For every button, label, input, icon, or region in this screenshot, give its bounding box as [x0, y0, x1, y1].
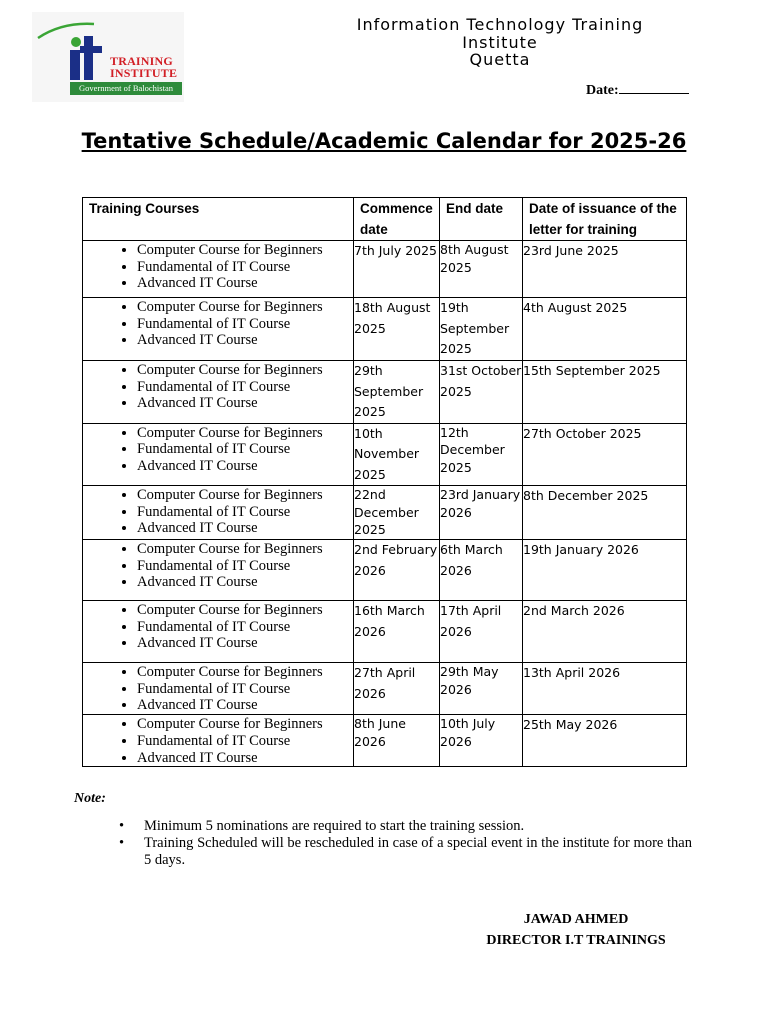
logo-text-institute: INSTITUTE [110, 66, 178, 80]
date-label: Date: [586, 83, 619, 98]
logo-text-training: TRAINING [110, 54, 173, 68]
bullet-icon: • [119, 835, 125, 851]
commence-date-cell: 8th June 2026 [354, 715, 440, 767]
institute-line-1: Information Technology Training [356, 15, 644, 34]
course-item: • Advanced IT Course [137, 458, 353, 475]
course-item: • Computer Course for Beginners [137, 362, 353, 379]
signatory-title: DIRECTOR I.T TRAININGS [486, 933, 666, 948]
commence-date-cell: 29th September 2025 [354, 361, 440, 424]
course-item: • Advanced IT Course [137, 635, 353, 652]
table-row [83, 241, 687, 298]
table-row [83, 540, 687, 601]
table-row [83, 663, 687, 715]
courses-cell [83, 540, 354, 601]
note-text: Training Scheduled will be rescheduled in case of a special event in the institute for more than 5 days. [144, 835, 692, 868]
end-date-cell: 31st October 2025 [440, 361, 523, 424]
course-item: • Fundamental of IT Course [137, 619, 353, 636]
courses-cell [83, 241, 354, 298]
course-item: • Advanced IT Course [137, 750, 353, 767]
header-commence-date: Commence date [354, 198, 440, 241]
end-date-cell: 6th March 2026 [440, 540, 523, 601]
course-item: • Advanced IT Course [137, 275, 353, 292]
issuance-date-cell: 13th April 2026 [523, 663, 687, 715]
issuance-date-cell: 23rd June 2025 [523, 241, 687, 298]
note-item [119, 835, 692, 869]
issuance-date-cell: 27th October 2025 [523, 423, 687, 486]
course-item: • Advanced IT Course [137, 697, 353, 714]
end-date-cell: 23rd January 2026 [440, 486, 523, 540]
end-date-cell: 29th May 2026 [440, 663, 523, 715]
course-item: • Computer Course for Beginners [137, 425, 353, 442]
page-title: Tentative Schedule/Academic Calendar for 2025-26 [81, 129, 687, 153]
issuance-date-cell: 25th May 2026 [523, 715, 687, 767]
course-item: • Computer Course for Beginners [137, 242, 353, 259]
course-item: • Fundamental of IT Course [137, 441, 353, 458]
issuance-date-cell: 2nd March 2026 [523, 601, 687, 663]
end-date-cell: 8th August 2025 [440, 241, 523, 298]
table-row [83, 715, 687, 767]
course-item: • Computer Course for Beginners [137, 664, 353, 681]
commence-date-cell: 27th April 2026 [354, 663, 440, 715]
schedule-table [82, 197, 687, 767]
logo-band-government: Government of Balochistan [70, 82, 182, 95]
course-item: • Advanced IT Course [137, 395, 353, 412]
table-row [83, 486, 687, 540]
commence-date-cell: 16th March 2026 [354, 601, 440, 663]
date-blank-line [619, 80, 689, 94]
commence-date-cell: 22nd December 2025 [354, 486, 440, 540]
header-training-courses: Training Courses [83, 198, 354, 241]
course-item: • Fundamental of IT Course [137, 379, 353, 396]
issuance-date-cell: 8th December 2025 [523, 486, 687, 540]
table-row [83, 361, 687, 424]
course-item: • Computer Course for Beginners [137, 716, 353, 733]
course-item: • Fundamental of IT Course [137, 681, 353, 698]
courses-cell [83, 298, 354, 361]
course-item: • Computer Course for Beginners [137, 602, 353, 619]
issuance-date-cell: 19th January 2026 [523, 540, 687, 601]
commence-date-cell: 18th August 2025 [354, 298, 440, 361]
end-date-cell: 10th July 2026 [440, 715, 523, 767]
course-item: • Fundamental of IT Course [137, 558, 353, 575]
course-item: • Fundamental of IT Course [137, 316, 353, 333]
institute-logo [32, 12, 184, 102]
course-item: • Advanced IT Course [137, 574, 353, 591]
courses-cell [83, 361, 354, 424]
courses-cell [83, 423, 354, 486]
institute-line-3: Quetta [469, 50, 531, 69]
course-item: • Computer Course for Beginners [137, 541, 353, 558]
course-item: • Computer Course for Beginners [137, 299, 353, 316]
header-end-date: End date [440, 198, 523, 241]
signatory-name: JAWAD AHMED [523, 912, 629, 927]
date-field [586, 80, 689, 99]
course-item: • Advanced IT Course [137, 332, 353, 349]
note-label: Note: [74, 791, 106, 806]
table-row [83, 298, 687, 361]
course-item: • Fundamental of IT Course [137, 733, 353, 750]
end-date-cell: 17th April 2026 [440, 601, 523, 663]
table-row [83, 423, 687, 486]
courses-cell [83, 663, 354, 715]
course-item: • Fundamental of IT Course [137, 259, 353, 276]
courses-cell [83, 486, 354, 540]
header-issuance-date: Date of issuance of the letter for training [523, 198, 687, 241]
bullet-icon: • [119, 818, 125, 834]
table-row [83, 601, 687, 663]
course-item: • Computer Course for Beginners [137, 487, 353, 504]
institute-name [300, 16, 700, 69]
courses-cell [83, 601, 354, 663]
commence-date-cell: 7th July 2025 [354, 241, 440, 298]
note-list [119, 818, 692, 869]
commence-date-cell: 2nd February 2026 [354, 540, 440, 601]
commence-date-cell: 10th November 2025 [354, 423, 440, 486]
end-date-cell: 19th September 2025 [440, 298, 523, 361]
end-date-cell: 12th December 2025 [440, 423, 523, 486]
course-item: • Advanced IT Course [137, 520, 353, 537]
table-header-row [83, 198, 687, 241]
courses-cell [83, 715, 354, 767]
issuance-date-cell: 15th September 2025 [523, 361, 687, 424]
issuance-date-cell: 4th August 2025 [523, 298, 687, 361]
institute-line-2: Institute [462, 32, 538, 52]
course-item: • Fundamental of IT Course [137, 504, 353, 521]
note-text: Minimum 5 nominations are required to start the training session. [144, 818, 525, 834]
note-item [119, 818, 692, 835]
